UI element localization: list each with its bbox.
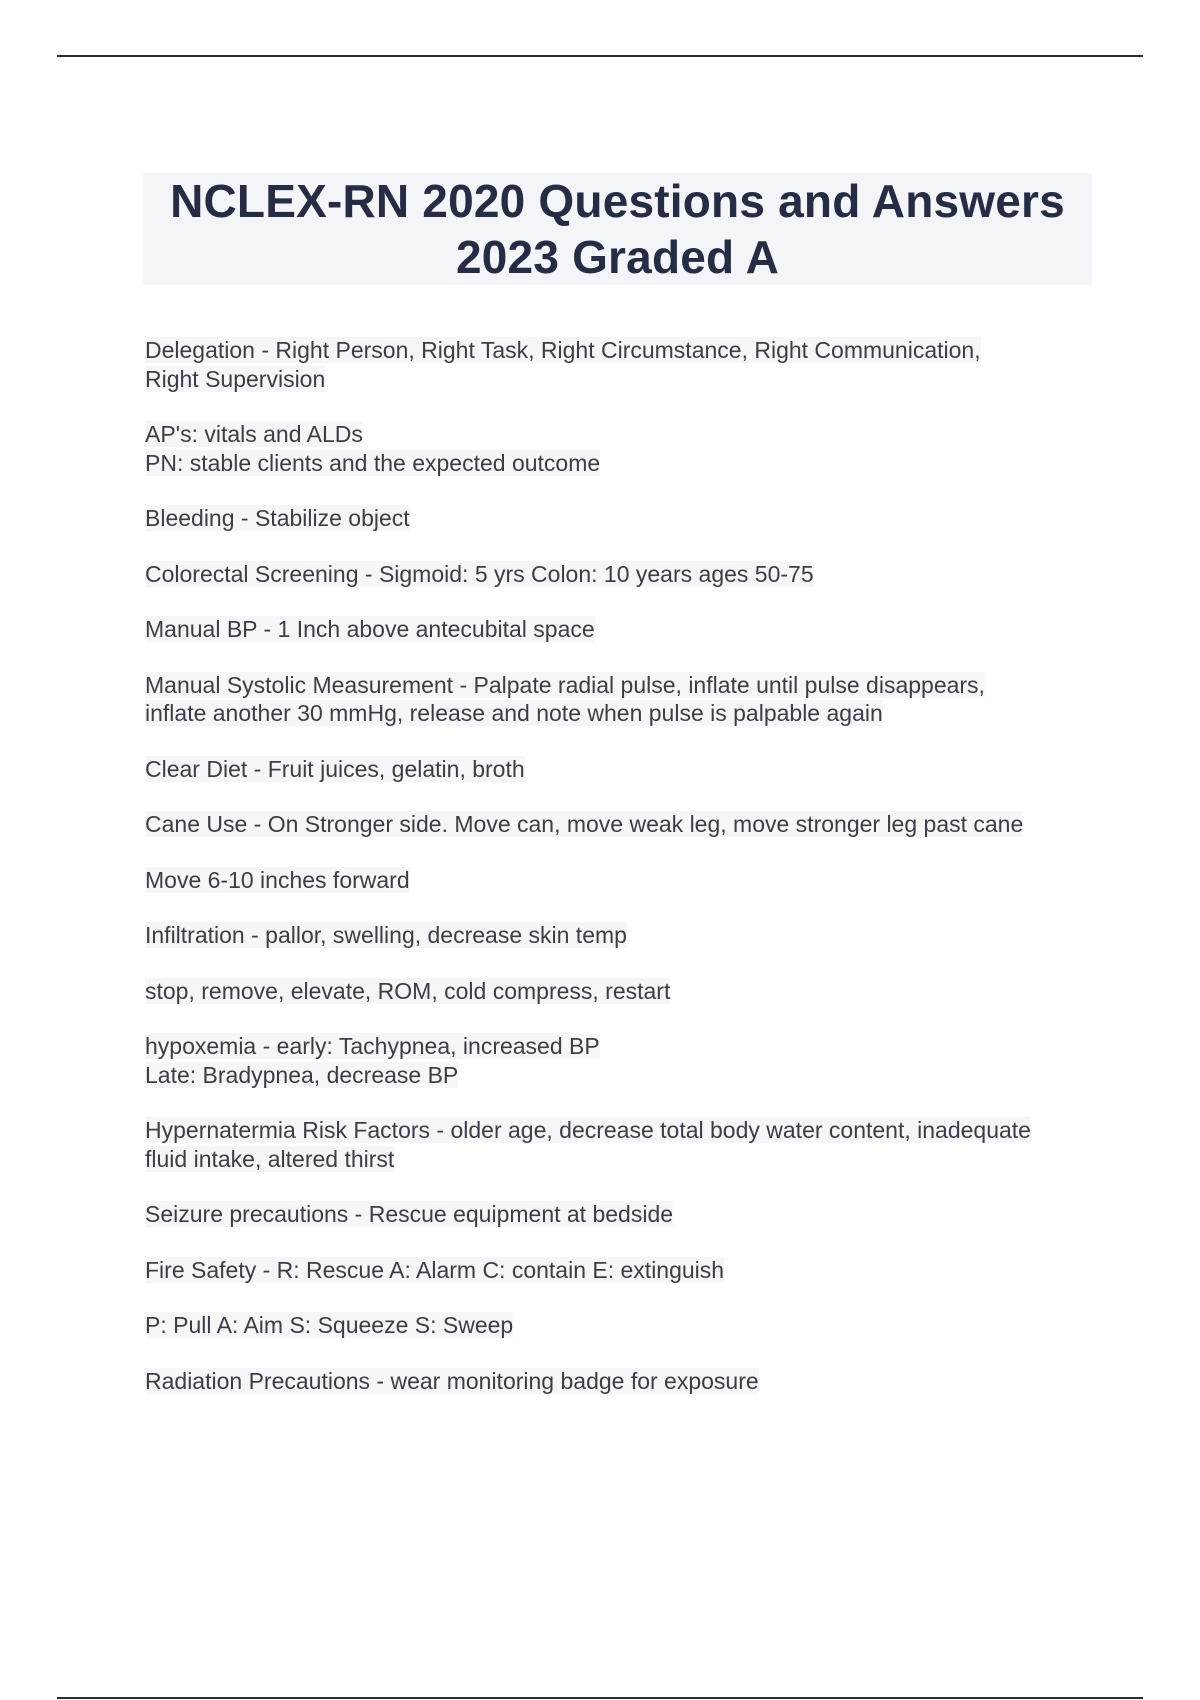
flashcard-entry: stop, remove, elevate, ROM, cold compress, restart [145,977,671,1004]
flashcard-entry: Delegation - Right Person, Right Task, Right Circumstance, Right Communication, Right Supervision [145,337,981,392]
flashcard-entry: AP's: vitals and ALDs PN: stable clients and the expected outcome [145,421,601,476]
flashcard-entry: P: Pull A: Aim S: Squeeze S: Sweep [145,1312,514,1338]
flashcard-entry: Bleeding - Stabilize object [145,505,410,531]
title-block [143,173,1092,285]
flashcard-list [145,336,1085,1422]
flashcard-entry: Manual Systolic Measurement - Palpate radial pulse, inflate until pulse disappears, inflate another 30 mmHg, release and note when pulse is palpable again [145,671,985,726]
document-title: NCLEX-RN 2020 Questions and Answers 2023 Graded A [170,175,1065,283]
top-rule [57,55,1143,57]
flashcard-entry: Radiation Precautions - wear monitoring badge for exposure [145,1367,759,1394]
flashcard-entry: Move 6-10 inches forward [145,866,410,893]
flashcard-entry: Clear Diet - Fruit juices, gelatin, broth [145,755,525,782]
flashcard-entry: Colorectal Screening - Sigmoid: 5 yrs Colon: 10 years ages 50-75 [145,560,814,587]
flashcard-entry: Cane Use - On Stronger side. Move can, move weak leg, move stronger leg past cane [145,811,1024,837]
flashcard-entry: Seizure precautions - Rescue equipment at bedside [145,1201,674,1227]
flashcard-entry: Fire Safety - R: Rescue A: Alarm C: contain E: extinguish [145,1256,725,1283]
bottom-rule [57,1697,1143,1699]
flashcard-entry: Manual BP - 1 Inch above antecubital space [145,616,595,642]
flashcard-entry: Hypernatermia Risk Factors - older age, decrease total body water content, inadequate fluid intake, altered thirst [145,1117,1031,1172]
flashcard-entry: Infiltration - pallor, swelling, decrease skin temp [145,922,627,948]
flashcard-entry: hypoxemia - early: Tachypnea, increased BP Late: Bradypnea, decrease BP [145,1033,600,1088]
